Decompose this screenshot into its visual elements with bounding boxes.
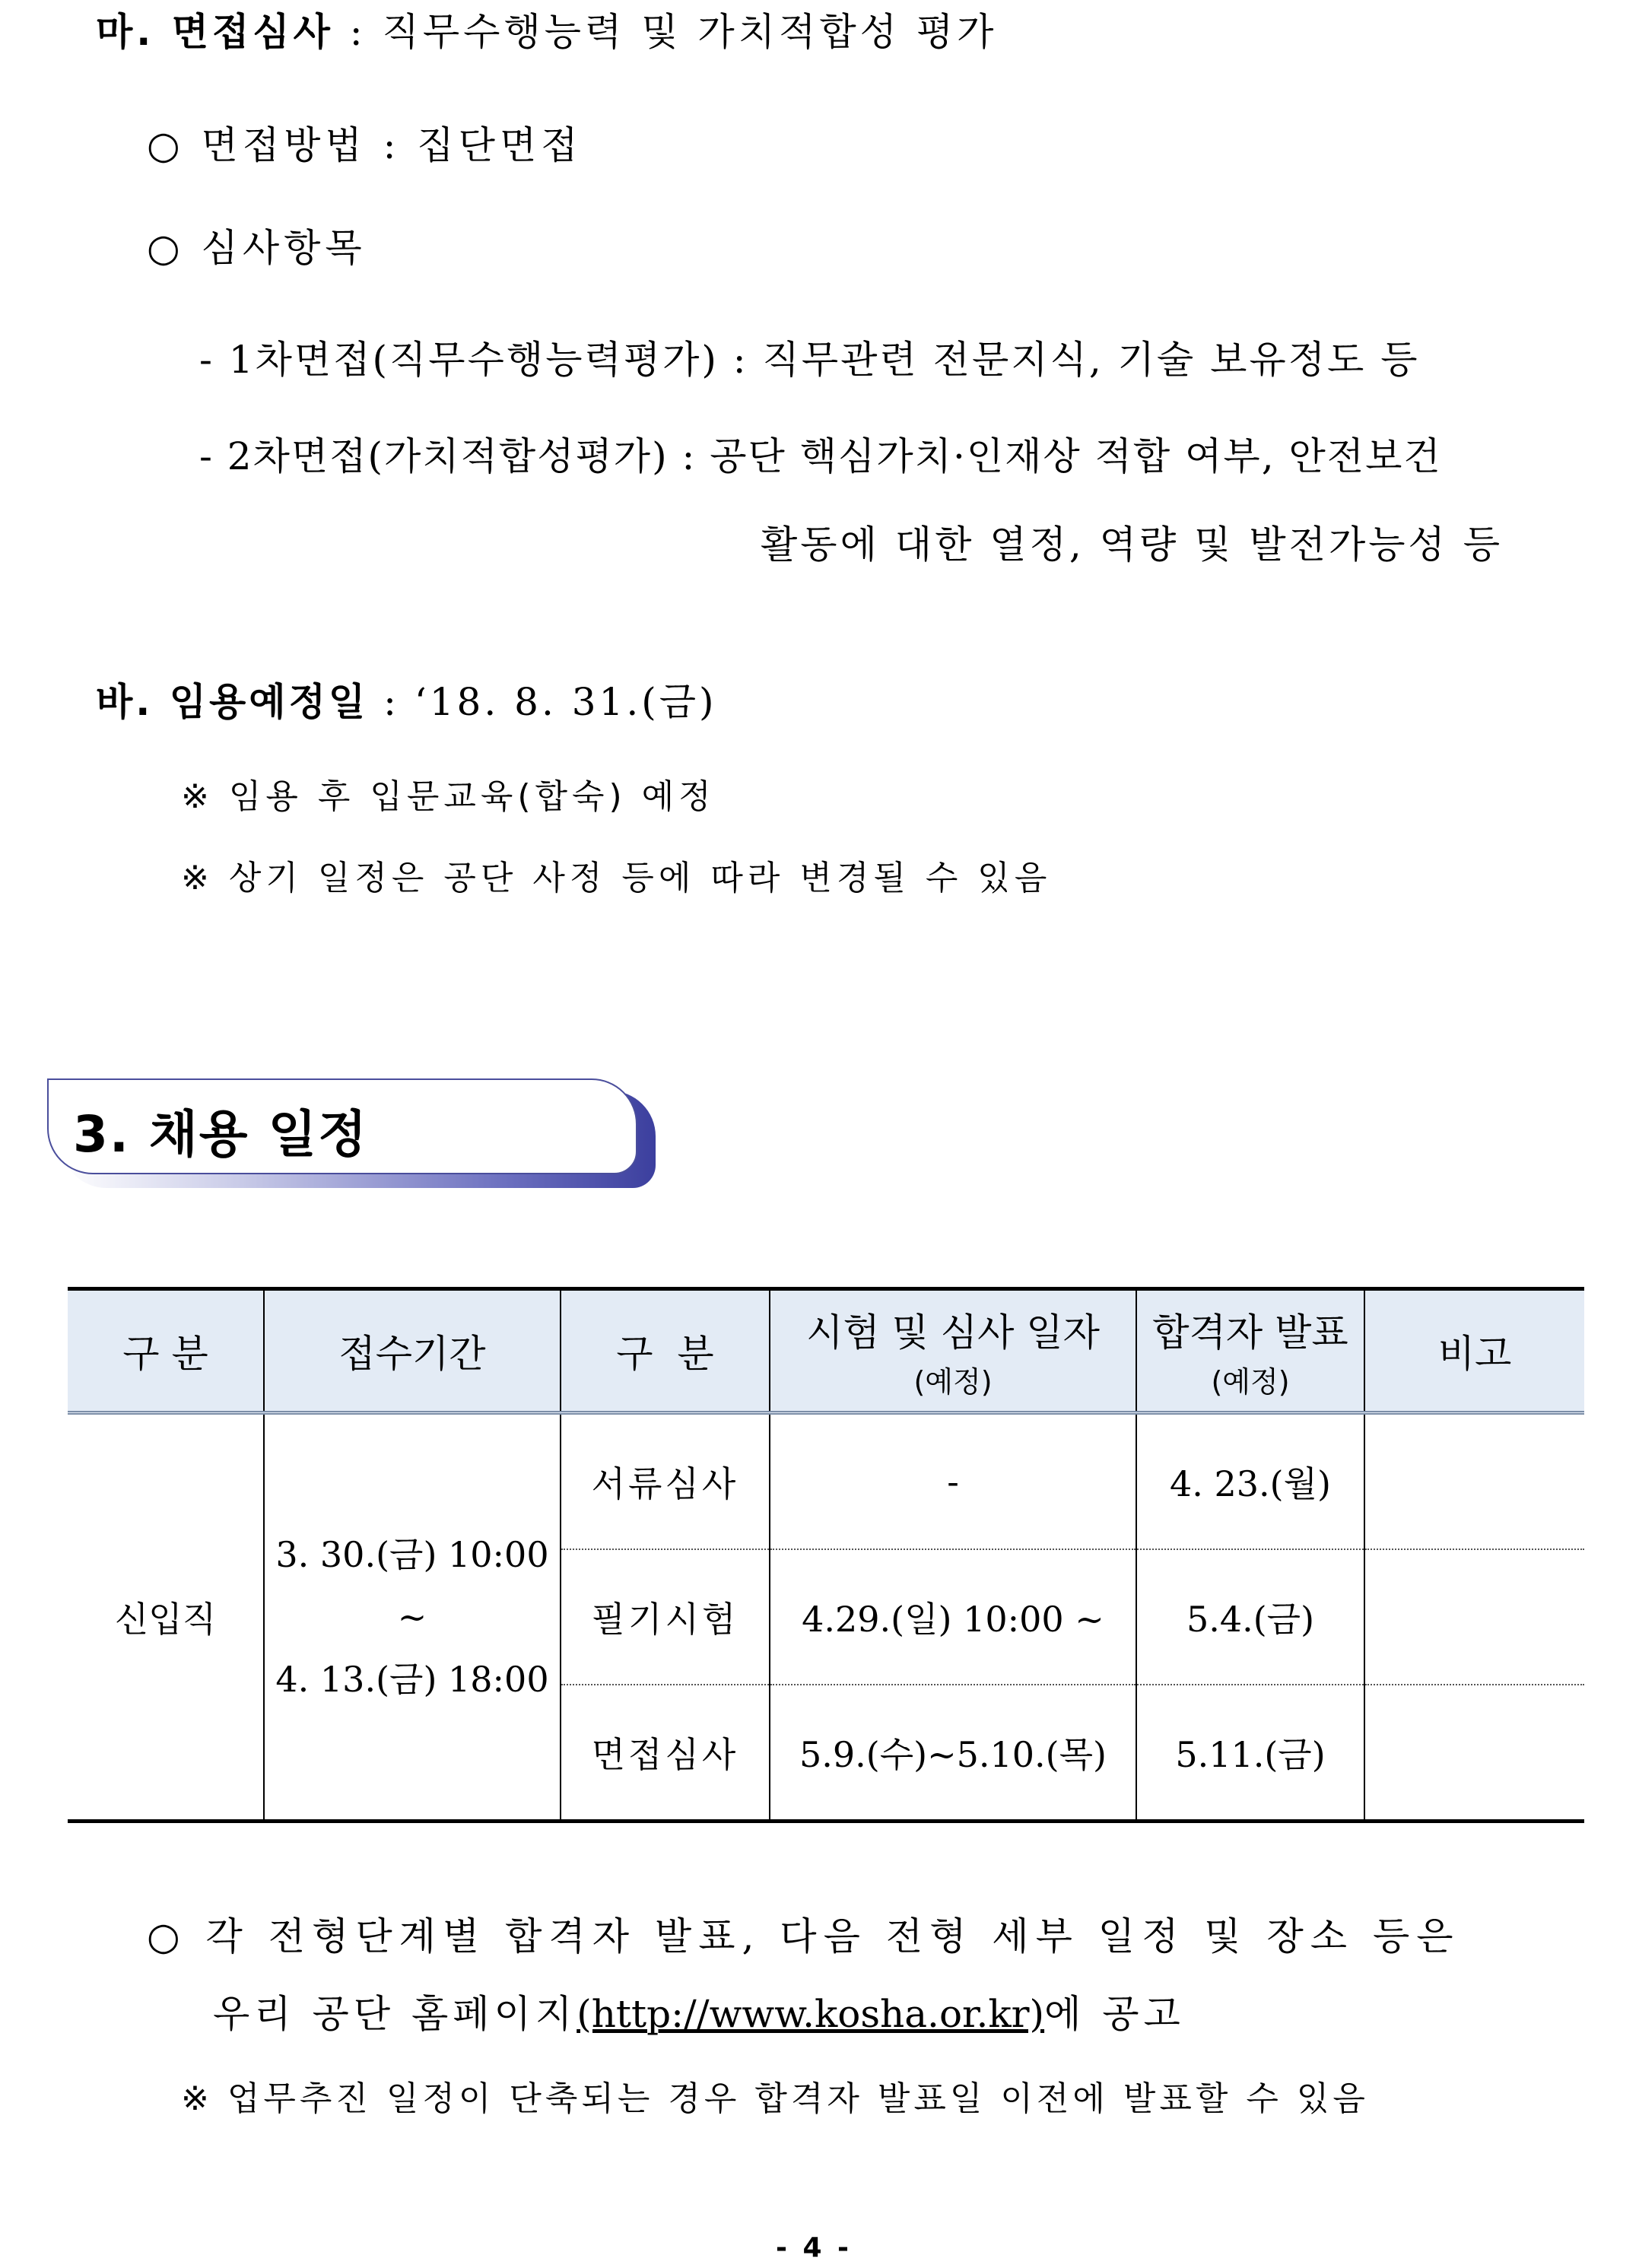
interview-heading bbox=[96, 11, 997, 55]
header-remarks bbox=[1364, 1289, 1584, 1413]
header-stage-label: 구 분 bbox=[616, 1332, 714, 1376]
footer-note-suffix: 에 공고 bbox=[1044, 1992, 1185, 2036]
cell-exam-date: 5.9.(수)~5.10.(목) bbox=[770, 1685, 1136, 1822]
footer-note-asterisk: ※ 업무추진 일정이 단축되는 경우 합격자 발표일 이전에 발표할 수 있음 bbox=[181, 2079, 1369, 2118]
cell-period bbox=[264, 1413, 561, 1822]
cell-stage: 면접심사 bbox=[561, 1685, 770, 1822]
footer-note-prefix: 우리 공단 홈페이지 bbox=[213, 1992, 577, 2036]
schedule-table bbox=[68, 1287, 1584, 1823]
appointment-note-2: ※ 상기 일정은 공단 사정 등에 따라 변경될 수 있음 bbox=[181, 859, 1052, 897]
footer-note-line-2 bbox=[213, 1993, 1185, 2037]
banner-box bbox=[47, 1078, 637, 1174]
interview-heading-text: : 직무수행능력 및 가치적합성 평가 bbox=[333, 10, 998, 54]
header-exam-date-label: 시험 및 심사 일자 bbox=[806, 1310, 1100, 1355]
cell-remarks bbox=[1364, 1685, 1584, 1822]
header-exam-date bbox=[770, 1289, 1136, 1413]
period-start: 3. 30.(금) 10:00 bbox=[275, 1534, 549, 1575]
table-header-row bbox=[68, 1289, 1584, 1413]
appointment-heading-date: : ‘18. 8. 31.(금) bbox=[368, 680, 717, 724]
section-3-banner bbox=[47, 1078, 656, 1199]
header-period bbox=[264, 1289, 561, 1413]
header-announce-label: 합격자 발표 bbox=[1152, 1310, 1348, 1355]
cell-announce: 4. 23.(월) bbox=[1136, 1413, 1364, 1550]
cell-announce: 5.4.(금) bbox=[1136, 1549, 1364, 1685]
header-category bbox=[68, 1289, 264, 1413]
cell-remarks bbox=[1364, 1549, 1584, 1685]
interview-method: ○ 면접방법 : 집단면접 bbox=[147, 123, 583, 167]
header-exam-date-sub: (예정) bbox=[913, 1364, 993, 1399]
period-separator: ~ bbox=[397, 1596, 427, 1637]
header-category-label: 구 분 bbox=[122, 1332, 208, 1376]
interview-item-2-line-2: 활동에 대한 열정, 역량 및 발전가능성 등 bbox=[761, 523, 1504, 567]
homepage-link[interactable]: (http://www.kosha.or.kr) bbox=[577, 1992, 1045, 2036]
cell-remarks bbox=[1364, 1413, 1584, 1550]
section-3-title: 3. 채용 일정 bbox=[73, 1105, 368, 1164]
footer-note-line-1: ○ 각 전형단계별 합격자 발표, 다음 전형 세부 일정 및 장소 등은 bbox=[147, 1914, 1460, 1958]
cell-announce: 5.11.(금) bbox=[1136, 1685, 1364, 1822]
appointment-note-1: ※ 임용 후 입문교육(합숙) 예정 bbox=[181, 777, 716, 816]
header-period-label: 접수기간 bbox=[338, 1332, 486, 1376]
appointment-heading bbox=[96, 681, 717, 725]
cell-exam-date: - bbox=[770, 1413, 1136, 1550]
interview-item-1: - 1차면접(직무수행능력평가) : 직무관련 전문지식, 기술 보유정도 등 bbox=[199, 338, 1420, 382]
appointment-heading-label: 바. 임용예정일 bbox=[96, 680, 369, 724]
interview-item-2-line-1: - 2차면접(가치적합성평가) : 공단 핵심가치·인재상 적합 여부, 안전보건 bbox=[199, 434, 1442, 478]
header-announce-sub: (예정) bbox=[1211, 1364, 1290, 1399]
interview-heading-label: 마. 면접심사 bbox=[96, 10, 334, 54]
interview-items-title: ○ 심사항목 bbox=[147, 226, 367, 270]
header-remarks-label: 비고 bbox=[1437, 1332, 1512, 1376]
cell-stage: 서류심사 bbox=[561, 1413, 770, 1550]
header-stage bbox=[561, 1289, 770, 1413]
table-row bbox=[68, 1413, 1584, 1550]
page-number: - 4 - bbox=[776, 2232, 852, 2263]
period-end: 4. 13.(금) 18:00 bbox=[275, 1659, 549, 1700]
cell-category: 신입직 bbox=[68, 1413, 264, 1822]
cell-stage: 필기시험 bbox=[561, 1549, 770, 1685]
header-announce bbox=[1136, 1289, 1364, 1413]
cell-exam-date: 4.29.(일) 10:00 ~ bbox=[770, 1549, 1136, 1685]
